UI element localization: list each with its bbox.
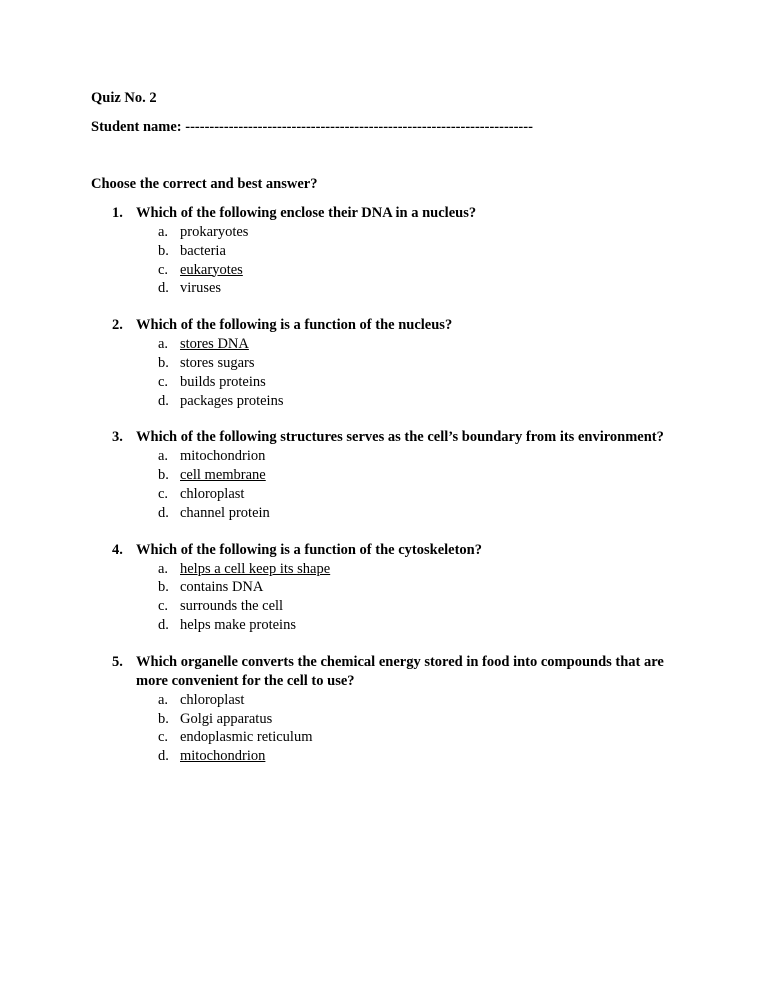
option-text: surrounds the cell <box>180 598 284 615</box>
correct-answer-text: eukaryotes <box>180 261 243 278</box>
correct-answer-text: cell membrane <box>180 467 266 484</box>
option-text: stores sugars <box>180 354 255 371</box>
option-text: Golgi apparatus <box>180 710 273 727</box>
option-letter: d. <box>158 280 169 297</box>
question-number: 2. <box>112 317 123 334</box>
answer-option <box>136 578 768 597</box>
option-text: helps make proteins <box>180 616 296 633</box>
option-text: builds proteins <box>180 373 266 390</box>
question-text: Which organelle converts the chemical energy stored in food into compounds that are more convenient for the cell to use? <box>136 653 664 689</box>
correct-answer-text: helps a cell keep its shape <box>180 560 331 577</box>
answer-option <box>136 710 768 729</box>
answer-option <box>136 261 768 280</box>
option-letter: d. <box>158 616 169 633</box>
question-text: Which of the following structures serves as the cell’s boundary from its environment? <box>136 429 664 446</box>
answer-option <box>136 373 768 392</box>
quiz-title: Quiz No. 2 <box>91 90 157 106</box>
option-text: endoplasmic reticulum <box>180 729 313 746</box>
option-letter: b. <box>158 710 169 727</box>
option-letter: c. <box>158 373 169 390</box>
option-letter: a. <box>158 691 169 708</box>
option-letter: c. <box>158 485 169 502</box>
option-list <box>136 335 768 410</box>
option-letter: d. <box>158 504 169 521</box>
option-list <box>136 447 768 522</box>
answer-option <box>136 616 768 635</box>
answer-option <box>136 335 768 354</box>
option-letter: a. <box>158 448 169 465</box>
answer-option <box>136 485 768 504</box>
option-letter: a. <box>158 336 169 353</box>
answer-option <box>136 223 768 242</box>
option-text: bacteria <box>180 242 226 259</box>
student-name-line: Student name: ------------------------------------------------------------------------ <box>91 119 533 135</box>
option-letter: b. <box>158 467 169 484</box>
option-letter: b. <box>158 579 169 596</box>
question-item <box>0 204 768 298</box>
question-text: Which of the following is a function of the cytoskeleton? <box>136 541 482 558</box>
correct-answer-text: stores DNA <box>180 336 249 353</box>
question-item <box>0 541 768 635</box>
question-number: 1. <box>112 205 123 221</box>
question-number: 3. <box>112 429 123 446</box>
answer-option <box>136 392 768 411</box>
answer-option <box>136 447 768 466</box>
answer-option <box>136 242 768 261</box>
question-text: Which of the following enclose their DNA in a nucleus? <box>136 205 477 221</box>
option-letter: d. <box>158 392 169 409</box>
question-item <box>0 653 768 766</box>
option-letter: b. <box>158 354 169 371</box>
option-letter: c. <box>158 598 169 615</box>
answer-option <box>136 354 768 373</box>
correct-answer-text: mitochondrion <box>180 748 266 765</box>
question-number: 5. <box>112 653 123 670</box>
question-item <box>0 316 768 410</box>
answer-option <box>136 466 768 485</box>
option-text: prokaryotes <box>180 224 249 240</box>
option-text: chloroplast <box>180 691 245 708</box>
option-text: channel protein <box>180 504 270 521</box>
answer-option <box>136 279 768 298</box>
question-text: Which of the following is a function of the nucleus? <box>136 317 453 334</box>
option-letter: a. <box>158 560 169 577</box>
option-letter: c. <box>158 261 169 278</box>
option-text: chloroplast <box>180 485 245 502</box>
question-item <box>0 428 768 522</box>
option-text: contains DNA <box>180 579 264 596</box>
instructions: Choose the correct and best answer? <box>91 176 318 192</box>
option-list <box>136 691 768 766</box>
option-list <box>136 223 768 298</box>
question-list <box>0 204 768 784</box>
option-letter: c. <box>158 729 169 746</box>
answer-option <box>136 728 768 747</box>
option-letter: a. <box>158 224 169 240</box>
answer-option <box>136 597 768 616</box>
answer-option <box>136 691 768 710</box>
question-number: 4. <box>112 541 123 558</box>
option-text: viruses <box>180 280 222 297</box>
option-text: mitochondrion <box>180 448 266 465</box>
option-letter: d. <box>158 748 169 765</box>
option-text: packages proteins <box>180 392 284 409</box>
answer-option <box>136 747 768 766</box>
answer-option <box>136 504 768 523</box>
option-letter: b. <box>158 242 169 259</box>
option-list <box>136 560 768 635</box>
answer-option <box>136 560 768 579</box>
